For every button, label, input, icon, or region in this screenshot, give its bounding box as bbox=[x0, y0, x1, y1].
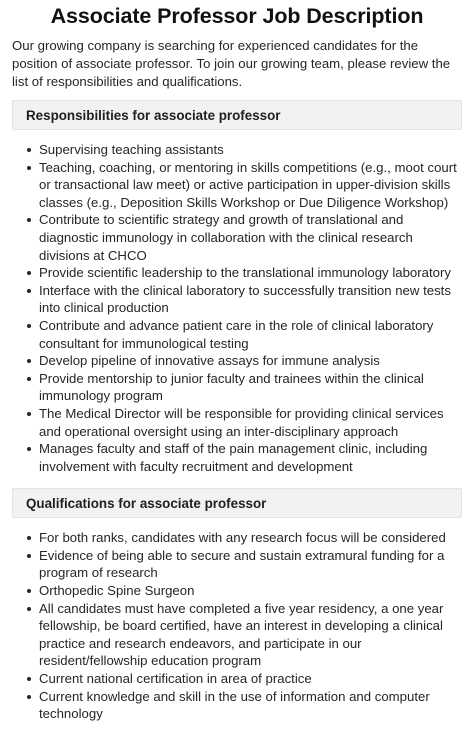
page-title: Associate Professor Job Description bbox=[50, 4, 424, 28]
list-item: Teaching, coaching, or mentoring in skills competitions (e.g., moot court or transactional law meet) or active participation in upper-division skills classes (e.g., Deposition Skills Workshop or Due Diligence Workshop) bbox=[27, 159, 462, 212]
list-item: Interface with the clinical laboratory to successfully transition new tests into clinical production bbox=[27, 282, 462, 317]
list-item: Supervising teaching assistants bbox=[27, 141, 462, 159]
list-item: Manages faculty and staff of the pain management clinic, including involvement with faculty recruitment and development bbox=[27, 440, 462, 475]
qualifications-list bbox=[12, 518, 462, 723]
qualifications-heading: Qualifications for associate professor bbox=[12, 488, 462, 518]
responsibilities-heading: Responsibilities for associate professor bbox=[12, 100, 462, 130]
intro-paragraph: Our growing company is searching for experienced candidates for the position of associate professor. To join our growing team, please review the list of responsibilities and qualifications. bbox=[12, 38, 451, 89]
list-item: The Medical Director will be responsible for providing clinical services and operational oversight using an inter-disciplinary approach bbox=[27, 405, 462, 440]
responsibilities-list bbox=[12, 130, 462, 475]
list-item: Current knowledge and skill in the use of information and computer technology bbox=[27, 688, 462, 723]
list-item: Develop pipeline of innovative assays for immune analysis bbox=[27, 352, 462, 370]
list-item: Provide scientific leadership to the translational immunology laboratory bbox=[27, 264, 462, 282]
list-item: For both ranks, candidates with any research focus will be considered bbox=[27, 529, 462, 547]
list-item: Contribute to scientific strategy and growth of translational and diagnostic immunology in collaboration with the clinical research divisions at CHCO bbox=[27, 211, 462, 264]
list-item: Orthopedic Spine Surgeon bbox=[27, 582, 462, 600]
list-item: Evidence of being able to secure and sustain extramural funding for a program of research bbox=[27, 547, 462, 582]
list-item: Contribute and advance patient care in the role of clinical laboratory consultant for immunological testing bbox=[27, 317, 462, 352]
list-item: Provide mentorship to junior faculty and trainees within the clinical immunology program bbox=[27, 370, 462, 405]
list-item: All candidates must have completed a five year residency, a one year fellowship, be board certified, have an interest in developing a clinical practice and research endeavors, and participate in our resident/fellowship education program bbox=[27, 600, 462, 670]
list-item: Current national certification in area of practice bbox=[27, 670, 462, 688]
